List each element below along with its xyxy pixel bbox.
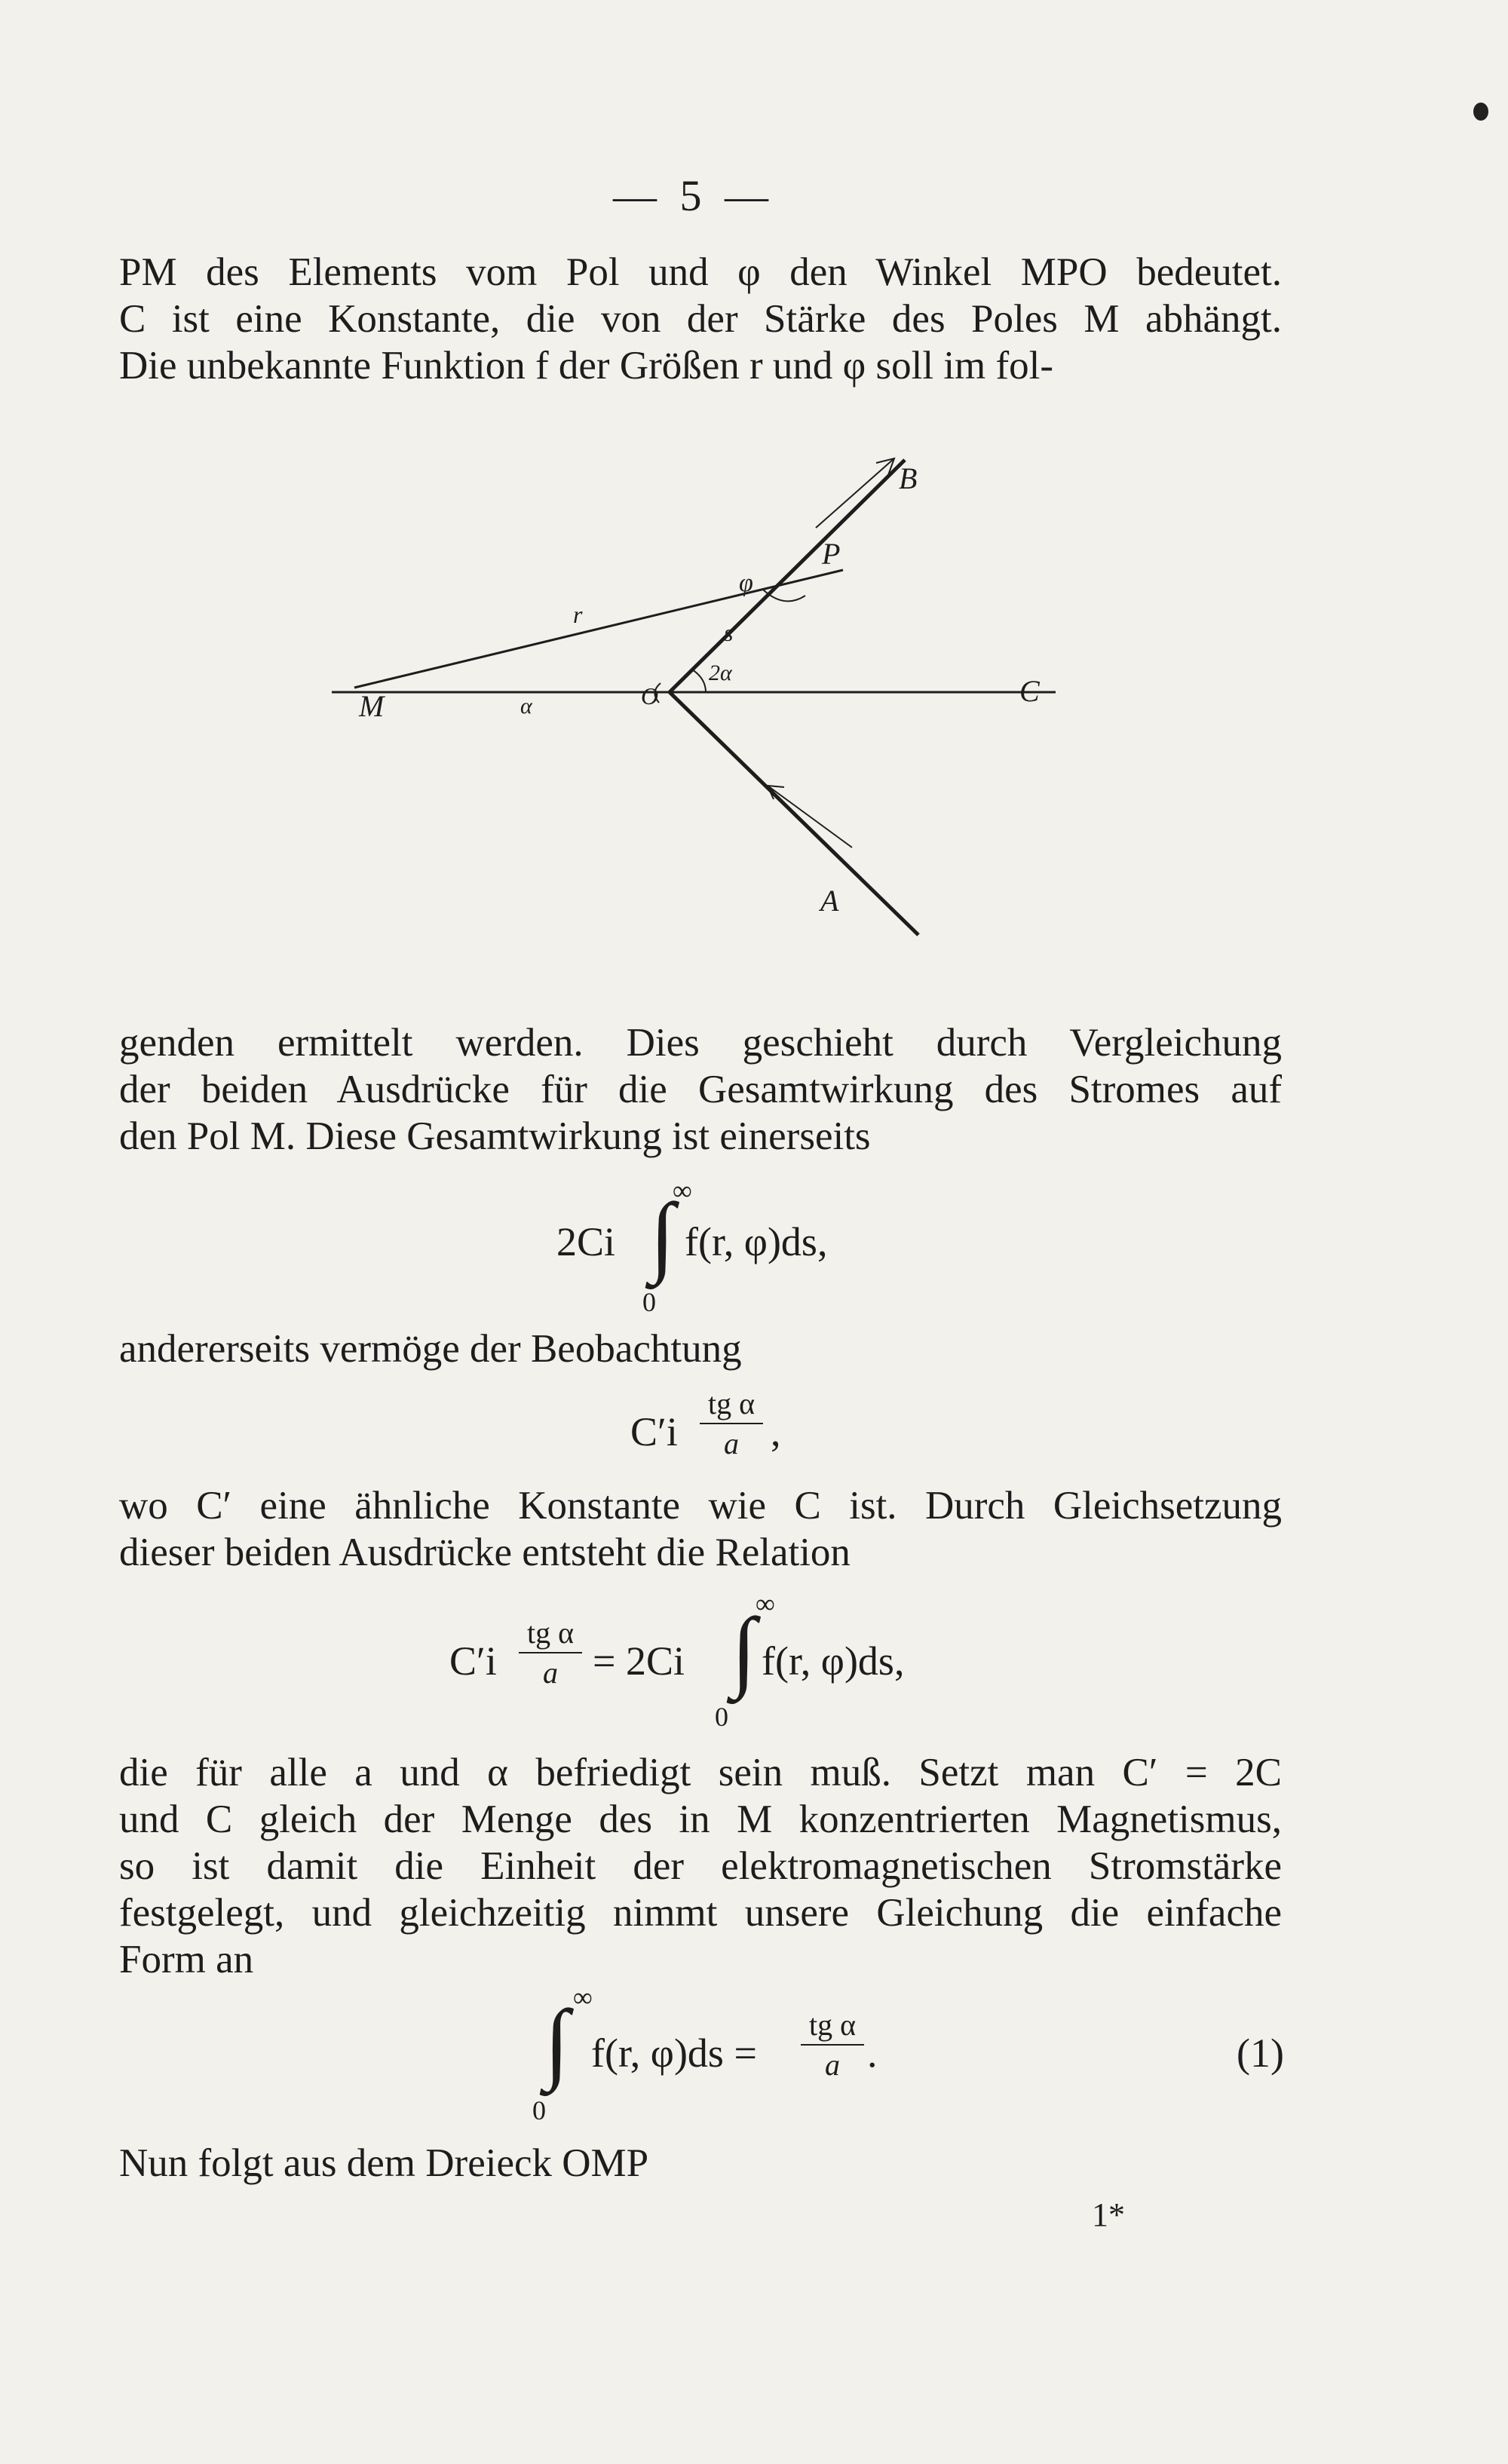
- formula-4-upper-limit: ∞: [573, 1982, 593, 2012]
- integral-sign: ∫: [731, 1599, 756, 1699]
- signature-mark: 1*: [1092, 2196, 1125, 2233]
- conductor-oa: [670, 692, 918, 935]
- text-line: genden ermittelt werden. Dies geschieht durch Vergleichung: [119, 1021, 1282, 1065]
- formula-4-suffix: .: [867, 2030, 878, 2076]
- angle-2alpha-arc: [692, 670, 706, 692]
- text-line: andererseits vermöge der Beobachtung: [119, 1327, 742, 1371]
- formula-4-lower-limit: 0: [532, 2095, 546, 2125]
- paragraph-6: [119, 2140, 1282, 2187]
- fraction-denominator: a: [543, 1656, 558, 1690]
- formula-2-prefix: C′i: [630, 1409, 678, 1454]
- label-c: C: [1019, 674, 1040, 708]
- integral-sign: ∫: [650, 1184, 675, 1285]
- text-line: die für alle a und α befriedigt sein muß. Setzt man C′ = 2C: [119, 1751, 1282, 1794]
- label-o: O: [641, 682, 659, 709]
- text-line: Die unbekannte Funktion f der Größen r und φ soll im fol-: [119, 344, 1054, 388]
- label-alpha: α: [520, 694, 532, 719]
- text-line: den Pol M. Diese Gesamtwirkung ist einerseits: [119, 1114, 871, 1158]
- formula-1-body: f(r, φ)ds,: [685, 1219, 828, 1264]
- formula-2-suffix: ,: [771, 1409, 781, 1454]
- equation-number: (1): [1237, 2030, 1284, 2076]
- paragraph-3: [119, 1325, 1282, 1372]
- label-m: M: [359, 689, 385, 723]
- text-line: festgelegt, und gleichzeitig nimmt unsere Gleichung die einfache: [119, 1891, 1282, 1935]
- label-s: s: [724, 619, 734, 646]
- fraction-numerator: tg α: [519, 1615, 582, 1653]
- fraction-denominator: a: [825, 2048, 840, 2082]
- label-phi: φ: [739, 569, 753, 597]
- label-r: r: [573, 601, 583, 628]
- label-2alpha: 2α: [709, 660, 732, 685]
- label-b: B: [899, 461, 918, 495]
- fraction-denominator: a: [724, 1427, 739, 1460]
- text-line: der beiden Ausdrücke für die Gesamtwirkung des Stromes auf: [119, 1068, 1282, 1111]
- label-p: P: [822, 537, 841, 571]
- text-line: und C gleich der Menge des in M konzentrierten Magnetismus,: [119, 1797, 1282, 1841]
- formula-3-prefix: C′i: [449, 1638, 497, 1684]
- paragraph-2: [119, 1019, 1282, 1160]
- arrow-b-shaft: [816, 458, 894, 528]
- formula-2-fraction: [700, 1386, 763, 1461]
- text-line: dieser beiden Ausdrücke entsteht die Relation: [119, 1531, 851, 1574]
- page-number: — 5 —: [613, 171, 774, 220]
- paragraph-5: [119, 1749, 1282, 1983]
- formula-4-fraction: [801, 2007, 864, 2082]
- formula-1-upper-limit: ∞: [673, 1175, 692, 1206]
- formula-3-body: f(r, φ)ds,: [762, 1638, 905, 1684]
- formula-3-upper-limit: ∞: [756, 1589, 775, 1619]
- formula-3-fraction: [519, 1615, 582, 1690]
- conductor-ob: [670, 460, 905, 692]
- line-mp: [354, 570, 843, 688]
- fraction-numerator: tg α: [801, 2007, 864, 2046]
- integral-sign: ∫: [544, 1991, 569, 2092]
- text-line: wo C′ eine ähnliche Konstante wie C ist. Durch Gleichsetzung: [119, 1484, 1282, 1528]
- formula-3-mid: = 2Ci: [593, 1638, 685, 1684]
- formula-1-lower-limit: 0: [642, 1287, 656, 1317]
- text-line: Form an: [119, 1938, 254, 1981]
- arrow-a-shaft: [768, 786, 852, 847]
- fraction-numerator: tg α: [700, 1386, 763, 1424]
- paragraph-4: [119, 1482, 1282, 1576]
- formula-3-lower-limit: 0: [715, 1702, 728, 1732]
- text-line: C ist eine Konstante, die von der Stärke des Poles M abhängt.: [119, 297, 1282, 341]
- label-a: A: [820, 884, 839, 918]
- formula-4-body: f(r, φ)ds =: [591, 2030, 757, 2076]
- text-line: Nun folgt aus dem Dreieck OMP: [119, 2141, 649, 2185]
- text-line: PM des Elements vom Pol und φ den Winkel MPO bedeutet.: [119, 250, 1282, 294]
- text-line: so ist damit die Einheit der elektromagnetischen Stromstärke: [119, 1844, 1282, 1888]
- formula-1-prefix: 2Ci: [556, 1219, 616, 1264]
